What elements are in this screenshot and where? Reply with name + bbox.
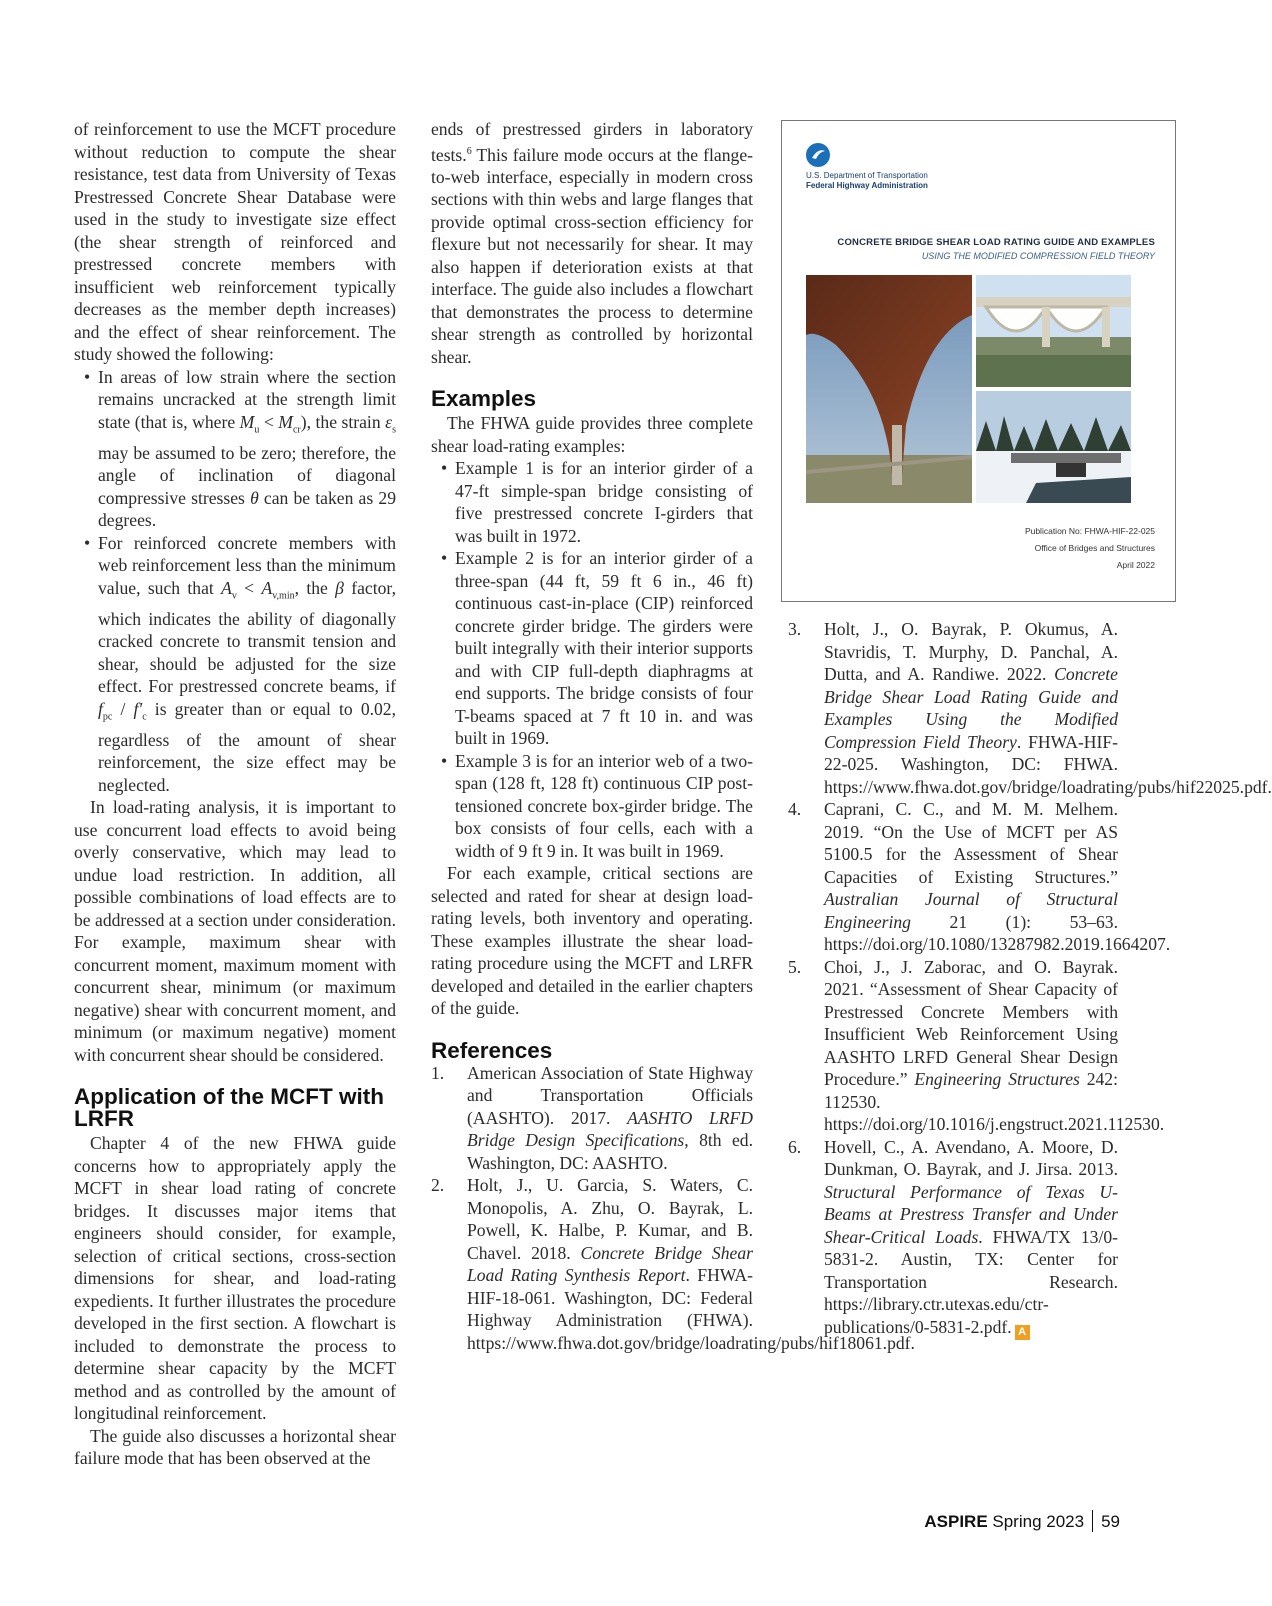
- example-item: • Example 2 is for an interior girder of a three-span (44 ft, 59 ft 6 in., 46 ft) continuous cast-in-place (CIP) reinforced concrete girder bridge. The girders were built integrally with their interior supports and with CIP full-depth diaphragms at end supports. The bridge consists of four T-beams spaced at 7 ft 10 in. and was built in 1969.: [431, 547, 753, 750]
- examples-list: [431, 457, 753, 862]
- critical-sections-paragraph: For each example, critical sections are selected and rated for shear at design load-rating levels, both inventory and operating. These examples illustrate the shear load-rating procedure using the MCFT and LRFR developed and detailed in the earlier chapters of the guide.: [431, 863, 753, 1019]
- cover-title: CONCRETE BRIDGE SHEAR LOAD RATING GUIDE AND EXAMPLES: [837, 237, 1155, 248]
- intro-paragraph: of reinforcement to use the MCFT procedure without reduction to compute the shear resistance, test data from University of Texas Prestressed Concrete Shear Database were used in the study to investigate size effect (the shear strength of reinforced and prestressed concrete members with insufficient web reinforcement typically decreases as the member depth increases) and the effect of shear reinforcement. The study showed the following:: [74, 119, 396, 364]
- finding-item-strain: • In areas of low strain where the section remains uncracked at the strength limit state (that is, where $M_u < M_{cr}$), the strain $\varepsilon_s$ may be assumed to be zero; therefore, the angle of inclination of diagonal compressive stresses θ can be taken as 29 degrees.: [74, 366, 396, 532]
- reference-item: 2. Holt, J., U. Garcia, S. Waters, C. Monopolis, A. Zhu, O. Bayrak, L. Powell, K. Halbe, P. Kumar, and B. Chavel. 2018. Concrete Bridge Shear Load Rating Synthesis Report. FHWA-HIF-18-061. Washington, DC: Federal Highway Administration (FHWA). https://www.fhwa.dot.gov/bridge/loadrating/pubs/hif18061.pdf.: [431, 1175, 915, 1353]
- references-list-part2: [788, 618, 1272, 1340]
- issue-label: Spring 2023: [992, 1512, 1085, 1531]
- publication-number: Publication No: FHWA-HIF-22-025: [1024, 526, 1155, 536]
- continued-paragraph: ends of prestressed girders in laboratory tests.$^6$ This failure mode occurs at the flange-to-web interface, especially in modern cross sections with thin webs and large flanges that provide optimal cross-section efficiency for flexure but not necessarily for shear. It may also happen if deterioration exists at that interface. The guide also includes a flowchart that demonstrates the process to determine shear strength as controlled by horizontal shear.: [431, 119, 753, 367]
- magazine-brand: ASPIRE: [924, 1512, 988, 1531]
- reference-item: 5. Choi, J., J. Zaborac, and O. Bayrak. 2021. “Assessment of Shear Capacity of Prestressed Concrete Members with Insufficient Web Reinforcement Using AASHTO LRFD General Shear Design Procedure.” Engineering Structures 242: 112530. https://doi.org/10.1016/j.engstruct.2021.112530.: [788, 956, 1165, 1134]
- column-left: [74, 118, 396, 1470]
- section-heading-references: References: [431, 1037, 553, 1063]
- section-heading-application: Application of the MCFT with LRFR: [74, 1084, 384, 1132]
- reference-item: 1. American Association of State Highway and Transportation Officials (AASHTO). 2017. AASHTO LRFD Bridge Design Specifications, 8th ed. Washington, DC: AASHTO.: [431, 1062, 753, 1173]
- footer-divider: [1092, 1510, 1093, 1532]
- chapter4-paragraph: Chapter 4 of the new FHWA guide concerns how to appropriately apply the MCFT in shear load rating of concrete bridges. It discusses major items that engineers should consider, for example, selection of critical sections, cross-section dimensions for shear, and load-rating expedients. It further illustrates the procedure developed in the first section. A flowchart is included to demonstrate the process to determine shear capacity by the MCFT method and as controlled by the amount of longitudinal reinforcement.: [74, 1133, 396, 1424]
- cover-title-block: [837, 237, 1155, 261]
- page-number: 59: [1101, 1512, 1120, 1531]
- section-heading-examples: Examples: [431, 386, 537, 412]
- reference-item: 6. Hovell, C., A. Avendano, A. Moore, D. Dunkman, O. Bayrak, and J. Jirsa. 2013. Structural Performance of Texas U-Beams at Prestress Transfer and Under Shear-Critical Loads. FHWA/TX 13/0-5831-2. Austin, TX: Center for Transportation Research. https://library.ctr.utexas.edu/ctr-publications/0-5831-2.pdf. A: [788, 1136, 1118, 1338]
- references-list-part1: [431, 1062, 915, 1355]
- finding-item-size-effect: • For reinforced concrete members with web reinforcement less than the minimum value, such that $A_v < A_{v,min}$, the β factor, which indicates the ability of diagonally cracked concrete to transmit tension and shear, should be adjusted for the size effect. For prestressed concrete beams, if $f_{pc} / f'_c$ is greater than or equal to 0.02, regardless of the amount of shear reinforcement, the size effect may be neglected.: [74, 532, 396, 797]
- column-right: [788, 618, 1272, 1340]
- publication-date: April 2022: [1116, 560, 1155, 570]
- arch-bridge-photo: [976, 275, 1131, 387]
- reference-item: 4. Caprani, C. C., and M. M. Melhem. 2019. “On the Use of MCFT per AS 5100.5 for the Assessment of Shear Capacities of Existing Structures.” Australian Journal of Structural Engineering 21 (1): 53–63. https://doi.org/10.1080/13287982.2019.1664207.: [788, 799, 1171, 954]
- reference-item: 3. Holt, J., O. Bayrak, P. Okumus, A. Stavridis, T. Murphy, D. Panchal, A. Dutta, and A. Randiwe. 2022. Concrete Bridge Shear Load Rating Guide and Examples Using the Modified Compression Field Theory. FHWA-HIF-22-025. Washington, DC: FHWA. https://www.fhwa.dot.gov/bridge/loadrating/pubs/hif22025.pdf.: [788, 619, 1272, 797]
- report-cover-image: [781, 120, 1176, 602]
- end-of-article-icon: A: [1015, 1325, 1030, 1340]
- agency-name: U.S. Department of Transportation Federal Highway Administration: [806, 171, 928, 190]
- load-rating-paragraph: In load-rating analysis, it is important to use concurrent load effects to avoid being overly conservative, which may lead to undue load restriction. In addition, all possible combinations of load effects are to be addressed at a section under consideration. For example, maximum shear with concurrent moment, maximum moment with concurrent shear, minimum (or maximum negative) shear with concurrent moment, and minimum (or maximum negative) moment with concurrent shear should be considered.: [74, 797, 396, 1065]
- publication-info: [1025, 523, 1155, 574]
- example-item: • Example 3 is for an interior web of a two-span (128 ft, 128 ft) continuous CIP post-tensioned concrete box-girder bridge. The box consists of four cells, each with a width of 9 ft 9 in. It was built in 1969.: [431, 750, 753, 863]
- publishing-office: Office of Bridges and Structures: [1034, 543, 1155, 553]
- cover-subtitle: USING THE MODIFIED COMPRESSION FIELD THEORY: [921, 251, 1155, 261]
- horizontal-shear-paragraph: The guide also discusses a horizontal shear failure mode that has been observed at the: [74, 1425, 396, 1469]
- page-footer: [924, 1510, 1120, 1532]
- winter-bridge-photo: [976, 391, 1131, 503]
- findings-list: [74, 366, 396, 797]
- bridge-underside-photo: [806, 275, 972, 503]
- usdot-logo-icon: [806, 143, 830, 167]
- example-item: • Example 1 is for an interior girder of a 47-ft simple-span bridge consisting of five prestressed concrete I-girders that was built in 1972.: [431, 457, 753, 547]
- examples-intro-paragraph: The FHWA guide provides three complete shear load-rating examples:: [431, 413, 753, 456]
